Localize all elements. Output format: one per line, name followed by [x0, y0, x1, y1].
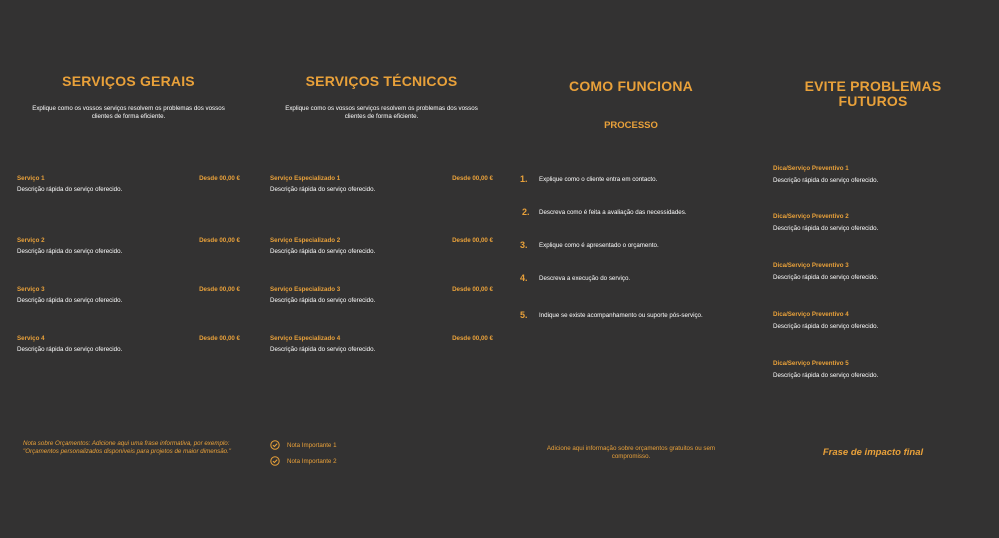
service-price: Desde 00,00 € — [199, 237, 240, 244]
tip-description: Descrição rápida do serviço oferecido. — [773, 323, 879, 330]
service-name: Serviço 1 — [17, 175, 45, 182]
step-number: 2. — [522, 207, 530, 217]
processo-subtitle: PROCESSO — [604, 120, 658, 131]
service-description: Descrição rápida do serviço oferecido. — [17, 297, 123, 304]
service-name: Serviço 3 — [17, 286, 45, 293]
service-price: Desde 00,00 € — [452, 335, 493, 342]
service-price: Desde 00,00 € — [452, 237, 493, 244]
service-price: Desde 00,00 € — [452, 175, 493, 182]
service-name: Serviço Especializado 4 — [270, 335, 341, 342]
step-text: Descreva a execução do serviço. — [539, 275, 631, 282]
service-name: Serviço Especializado 3 — [270, 286, 341, 293]
important-note — [270, 440, 470, 452]
step-number: 3. — [520, 240, 528, 250]
servicos-tecnicos-title: SERVIÇOS TÉCNICOS — [305, 73, 458, 89]
service-description: Descrição rápida do serviço oferecido. — [17, 186, 123, 193]
service-price: Desde 00,00 € — [452, 286, 493, 293]
free-quote-note: Adicione aqui informação sobre orçamentos gratuitos ou sem compromisso. — [546, 445, 716, 460]
important-note-text: Nota Importante 1 — [287, 442, 337, 449]
service-description: Descrição rápida do serviço oferecido. — [270, 248, 376, 255]
column-evite-problemas — [773, 0, 973, 538]
service-description: Descrição rápida do serviço oferecido. — [270, 346, 376, 353]
process-step — [520, 240, 742, 254]
service-description: Descrição rápida do serviço oferecido. — [17, 248, 123, 255]
servicos-tecnicos-intro: Explique como os vossos serviços resolvem os problemas dos vossos clientes de forma eficiente. — [285, 105, 478, 120]
step-text: Descreva como é feita a avaliação das necessidades. — [539, 209, 687, 216]
service-price: Desde 00,00 € — [199, 286, 240, 293]
service-description: Descrição rápida do serviço oferecido. — [270, 297, 376, 304]
step-number: 1. — [520, 174, 528, 184]
important-note-text: Nota Importante 2 — [287, 458, 337, 465]
service-name: Serviço 2 — [17, 237, 45, 244]
service-price: Desde 00,00 € — [199, 335, 240, 342]
service-description: Descrição rápida do serviço oferecido. — [270, 186, 376, 193]
check-circle-icon — [270, 440, 280, 450]
process-step — [520, 273, 742, 287]
como-funciona-title: COMO FUNCIONA — [569, 78, 693, 94]
tip-description: Descrição rápida do serviço oferecido. — [773, 274, 879, 281]
tip-name: Dica/Serviço Preventivo 4 — [773, 311, 849, 318]
step-text: Explique como é apresentado o orçamento. — [539, 242, 659, 249]
service-name: Serviço 4 — [17, 335, 45, 342]
tip-description: Descrição rápida do serviço oferecido. — [773, 225, 879, 232]
tip-name: Dica/Serviço Preventivo 1 — [773, 165, 849, 172]
column-servicos-tecnicos — [270, 0, 493, 538]
tip-name: Dica/Serviço Preventivo 5 — [773, 360, 849, 367]
column-servicos-gerais — [17, 0, 240, 538]
column-como-funciona — [520, 0, 742, 538]
process-step — [520, 207, 742, 221]
tip-name: Dica/Serviço Preventivo 2 — [773, 213, 849, 220]
tip-description: Descrição rápida do serviço oferecido. — [773, 177, 879, 184]
service-name: Serviço Especializado 2 — [270, 237, 341, 244]
process-step — [520, 174, 742, 188]
tip-name: Dica/Serviço Preventivo 3 — [773, 262, 849, 269]
step-number: 5. — [520, 310, 528, 320]
service-name: Serviço Especializado 1 — [270, 175, 341, 182]
service-price: Desde 00,00 € — [199, 175, 240, 182]
step-text: Explique como o cliente entra em contacto. — [539, 176, 658, 183]
process-step — [520, 310, 742, 324]
step-number: 4. — [520, 273, 528, 283]
service-description: Descrição rápida do serviço oferecido. — [17, 346, 123, 353]
servicos-gerais-intro: Explique como os vossos serviços resolvem os problemas dos vossos clientes de forma eficiente. — [32, 105, 225, 120]
evite-problemas-title: EVITE PROBLEMAS FUTUROS — [804, 78, 942, 109]
important-note — [270, 456, 470, 468]
budget-note: Nota sobre Orçamentos: Adicione aqui uma frase informativa, por exemplo: "Orçamentos personalizados disponíveis para projetos de maior dimensão." — [23, 440, 232, 455]
servicos-gerais-title: SERVIÇOS GERAIS — [62, 73, 195, 89]
tip-description: Descrição rápida do serviço oferecido. — [773, 372, 879, 379]
step-text: Indique se existe acompanhamento ou suporte pós-serviço. — [539, 312, 703, 319]
check-circle-icon — [270, 456, 280, 466]
final-impact-phrase: Frase de impacto final — [822, 447, 924, 458]
